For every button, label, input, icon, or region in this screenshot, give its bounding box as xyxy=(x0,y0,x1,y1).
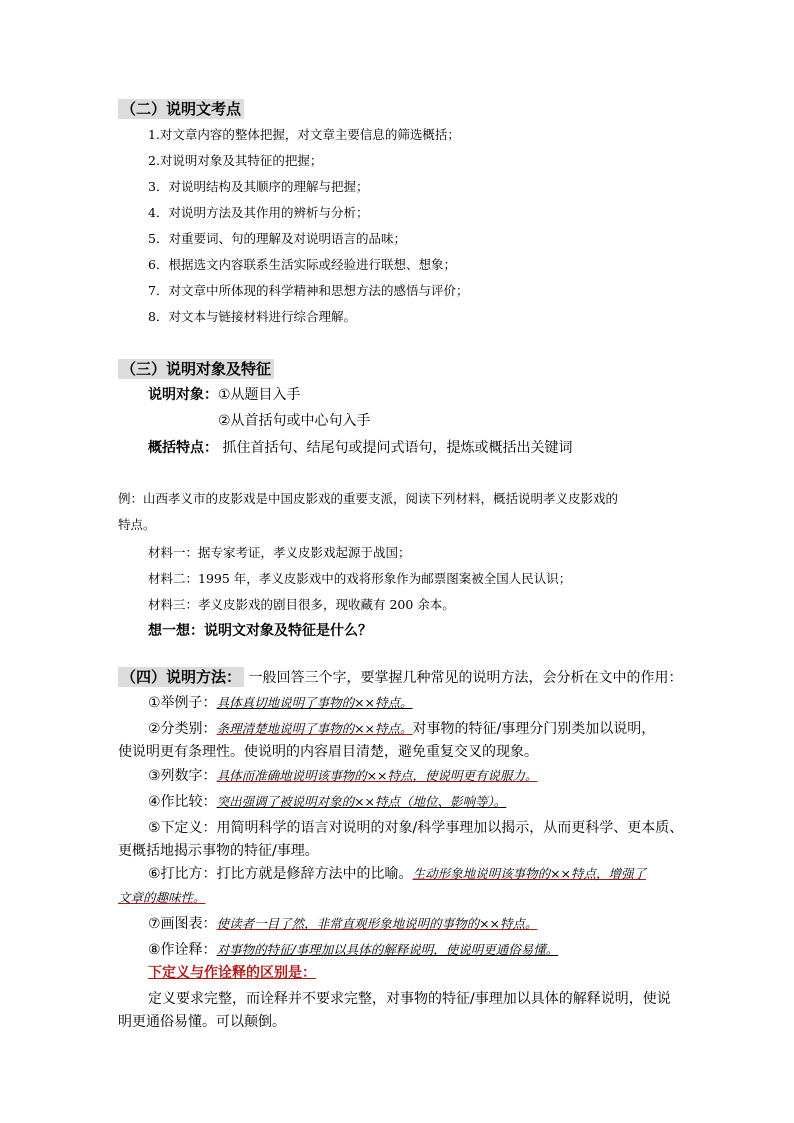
difference-line-2: 明更通俗易懂。可以颠倒。 xyxy=(118,1014,286,1030)
method-1-label: ①举例子： xyxy=(148,695,217,711)
method-6-text: 生动形象地说明该事物的××特点，增强了 xyxy=(412,866,647,881)
exam-point-7: 7．对文章中所体现的科学精神和思想方法的感悟与评价； xyxy=(148,283,469,298)
exam-point-3: 3．对说明结构及其顺序的理解与把握； xyxy=(148,179,369,194)
material-2: 材料二：1995 年，孝义皮影戏中的戏将形象作为邮票图案被全国人民认识； xyxy=(148,571,572,586)
method-5-line-1: ⑤下定义：用简明科学的语言对说明的对象/科学事理加以揭示，从而更科学、更本质、 xyxy=(148,820,684,836)
section-heading-object-features: （三）说明对象及特征 xyxy=(118,359,274,379)
material-3: 材料三：孝义皮影戏的剧目很多，现收藏有 200 余本。 xyxy=(148,597,455,612)
example-line-2: 特点。 xyxy=(118,517,156,532)
difference-title: 下定义与作诠释的区别是： xyxy=(148,965,316,981)
exam-point-4: 4．对说明方法及其作用的辨析与分析； xyxy=(148,205,369,220)
method-2-text: 条理清楚地说明了事物的××特点。 xyxy=(216,721,413,736)
difference-line-1: 定义要求完整，而诠释并不要求完整，对事物的特征/事理加以具体的解释说明，使说 xyxy=(148,991,671,1007)
method-2-rest: 对事物的特征/事理分门别类加以说明， xyxy=(412,721,656,737)
exam-point-8: 8．对文本与链接材料进行综合理解。 xyxy=(148,309,356,324)
methods-intro: 一般回答三个字，要掌握几种常见的说明方法，会分析在文中的作用： xyxy=(248,670,683,686)
method-2-line-2: 使说明更有条理性。使说明的内容眉目清楚，避免重复交叉的现象。 xyxy=(118,744,538,760)
object-method-2: ②从首括句或中心句入手 xyxy=(218,413,371,429)
material-1: 材料一：据专家考证，孝义皮影戏起源于战国； xyxy=(148,545,411,560)
exam-point-6: 6．根据选文内容联系生活实际或经验进行联想、想象； xyxy=(148,257,456,272)
method-1-text: 具体真切地说明了事物的××特点。 xyxy=(216,695,413,710)
method-4-label: ④作比较： xyxy=(148,794,217,810)
example-line-1: 例：山西孝义市的皮影戏是中国皮影戏的重要支派，阅读下列材料，概括说明孝义皮影戏的 xyxy=(118,491,619,506)
think-question: 想一想：说明文对象及特征是什么？ xyxy=(148,623,372,639)
method-8-label: ⑧作诠释： xyxy=(148,942,217,958)
method-4-text: 突出强调了被说明对象的××特点（地位、影响等）。 xyxy=(216,794,507,809)
feature-label: 概括特点： xyxy=(148,440,218,456)
exam-point-5: 5．对重要词、句的理解及对说明语言的品味； xyxy=(148,231,406,246)
method-6-line-2: 文章的趣味性。 xyxy=(118,890,206,905)
object-method-1: ①从题目入手 xyxy=(218,387,301,403)
method-3-text: 具体而准确地说明该事物的××特点，使说明更有说服力。 xyxy=(216,768,538,783)
feature-text: 抓住首括句、结尾句或提问式语句，提炼或概括出关键词 xyxy=(222,440,573,456)
method-8-text: 对事物的特征/事理加以具体的解释说明，使说明更通俗易懂。 xyxy=(216,942,559,957)
method-7-label: ⑦画图表： xyxy=(148,916,217,932)
section-heading-methods: （四）说明方法： xyxy=(118,667,244,687)
method-3-label: ③列数字： xyxy=(148,768,217,784)
method-2-label: ②分类别： xyxy=(148,721,217,737)
method-7-text: 使读者一目了然，非常直观形象地说明的事物的××特点。 xyxy=(216,916,538,931)
object-label: 说明对象： xyxy=(148,387,218,403)
exam-point-2: 2.对说明对象及其特征的把握； xyxy=(148,153,323,168)
exam-point-1: 1.对文章内容的整体把握，对文章主要信息的筛选概括； xyxy=(148,127,460,142)
method-5-line-2: 更概括地揭示事物的特征/事理。 xyxy=(118,843,319,859)
method-6-label: ⑥打比方：打比方就是修辞方法中的比喻。 xyxy=(148,866,413,882)
section-heading-exam-points: （二）说明文考点 xyxy=(118,99,244,119)
